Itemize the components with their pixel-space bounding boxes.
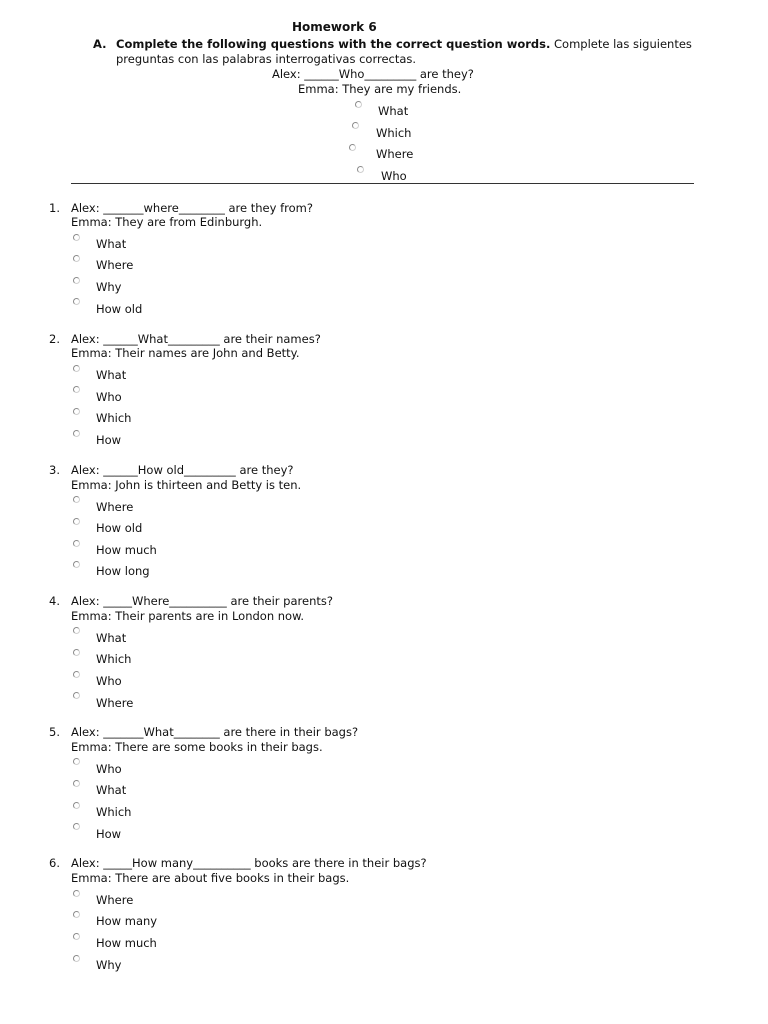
question-number: 5.	[49, 725, 60, 739]
option-label: How long	[96, 564, 150, 578]
option-label: Which	[96, 411, 132, 425]
option-label: Which	[96, 805, 132, 819]
radio-button[interactable]	[73, 518, 80, 525]
radio-button[interactable]	[352, 122, 359, 129]
option-label: Who	[96, 390, 122, 404]
radio-button[interactable]	[73, 386, 80, 393]
divider	[71, 183, 694, 184]
option-label: Who	[96, 674, 122, 688]
answer-line: Emma: John is thirteen and Betty is ten.	[71, 478, 302, 492]
option-label: Where	[96, 258, 134, 272]
option-label: Where	[96, 500, 134, 514]
option-label: What	[96, 783, 127, 797]
option-label: How much	[96, 543, 157, 557]
radio-button[interactable]	[73, 890, 80, 897]
radio-button[interactable]	[73, 649, 80, 656]
question-number: 6.	[49, 856, 60, 870]
radio-button[interactable]	[73, 823, 80, 830]
instruction-line-2: preguntas con las palabras interrogativas correctas.	[116, 52, 417, 66]
answer-line: Emma: There are some books in their bags.	[71, 740, 323, 754]
example-question: Alex: ______Who_________ are they?	[272, 67, 474, 81]
option-label: Why	[96, 958, 122, 972]
option-label: What	[96, 368, 127, 382]
option-label: How old	[96, 302, 143, 316]
radio-button[interactable]	[73, 758, 80, 765]
radio-button[interactable]	[73, 277, 80, 284]
radio-button[interactable]	[73, 255, 80, 262]
radio-button[interactable]	[73, 298, 80, 305]
radio-button[interactable]	[73, 780, 80, 787]
radio-button[interactable]	[73, 540, 80, 547]
option-label: Where	[96, 696, 134, 710]
question-number: 3.	[49, 463, 60, 477]
answer-line: Emma: Their parents are in London now.	[71, 609, 305, 623]
radio-button[interactable]	[73, 430, 80, 437]
page-title: Homework 6	[292, 20, 377, 34]
radio-button[interactable]	[73, 234, 80, 241]
radio-button[interactable]	[73, 911, 80, 918]
question-line: Alex: _______where________ are they from?	[71, 201, 313, 215]
radio-button[interactable]	[73, 365, 80, 372]
example-option: Which	[376, 126, 412, 140]
section-marker: A.	[93, 37, 107, 51]
option-label: What	[96, 631, 127, 645]
option-label: Where	[96, 893, 134, 907]
option-label: Which	[96, 652, 132, 666]
radio-button[interactable]	[73, 408, 80, 415]
question-line: Alex: _____Where__________ are their parents?	[71, 594, 333, 608]
question-line: Alex: _____How many__________ books are there in their bags?	[71, 856, 427, 870]
question-number: 1.	[49, 201, 60, 215]
question-number: 4.	[49, 594, 60, 608]
radio-button[interactable]	[73, 671, 80, 678]
radio-button[interactable]	[73, 955, 80, 962]
example-option: Where	[376, 147, 414, 161]
answer-line: Emma: Their names are John and Betty.	[71, 346, 300, 360]
radio-button[interactable]	[73, 933, 80, 940]
option-label: How	[96, 827, 122, 841]
question-line: Alex: ______What_________ are their names?	[71, 332, 321, 346]
example-option: What	[378, 104, 409, 118]
instruction-es: Complete las siguientes	[554, 37, 692, 51]
example-option: Who	[381, 169, 407, 183]
instruction-line-1	[116, 37, 692, 51]
option-label: How many	[96, 914, 158, 928]
radio-button[interactable]	[349, 144, 356, 151]
radio-button[interactable]	[73, 627, 80, 634]
option-label: How	[96, 433, 122, 447]
radio-button[interactable]	[73, 692, 80, 699]
answer-line: Emma: There are about five books in their bags.	[71, 871, 350, 885]
radio-button[interactable]	[73, 496, 80, 503]
radio-button[interactable]	[73, 802, 80, 809]
radio-button[interactable]	[357, 166, 364, 173]
question-number: 2.	[49, 332, 60, 346]
option-label: How much	[96, 936, 157, 950]
option-label: How old	[96, 521, 143, 535]
question-line: Alex: _______What________ are there in their bags?	[71, 725, 359, 739]
radio-button[interactable]	[355, 101, 362, 108]
option-label: Why	[96, 280, 122, 294]
radio-button[interactable]	[73, 561, 80, 568]
option-label: Who	[96, 762, 122, 776]
example-answer: Emma: They are my friends.	[298, 82, 462, 96]
answer-line: Emma: They are from Edinburgh.	[71, 215, 263, 229]
question-line: Alex: ______How old_________ are they?	[71, 463, 294, 477]
option-label: What	[96, 237, 127, 251]
instruction-bold: Complete the following questions with the correct question words.	[116, 37, 551, 51]
